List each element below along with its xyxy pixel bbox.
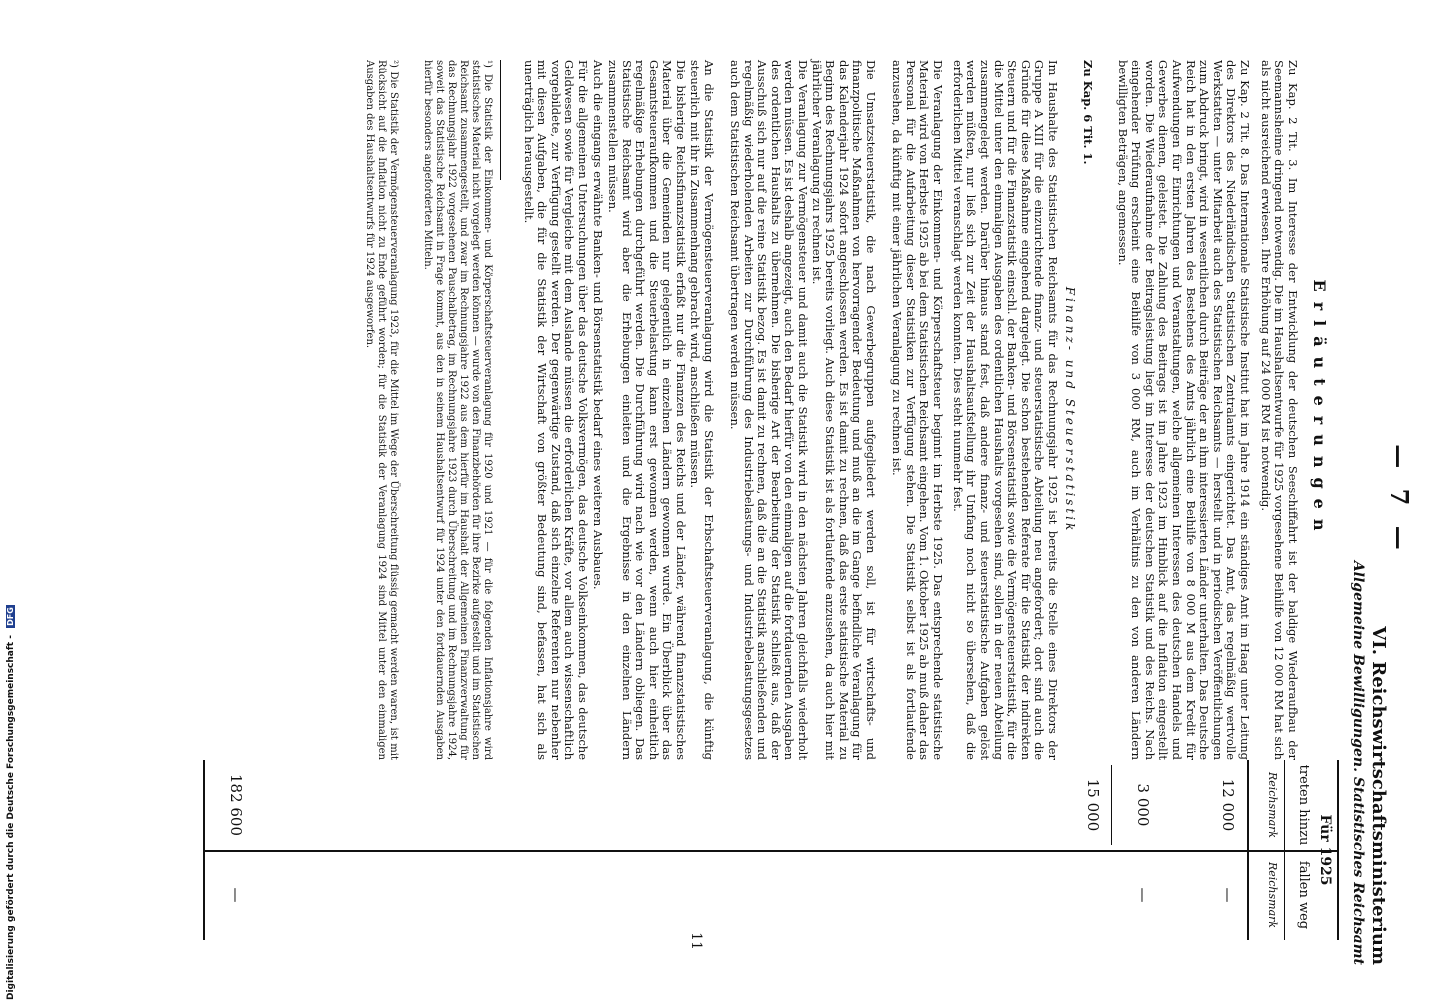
margin-number: 11 xyxy=(688,932,704,950)
paragraph-6: Die Umsatzsteuerstatistik, die nach Gewerbegruppen aufgegliedert werden soll, ist für wirtschafts- und finanzpolitische Maßnahmen von hervorragender Bedeutung und muß an die im Gange befindliche Veranlagung für das Kalenderjahr 1924 sofort angeschlossen werden. Es ist damit zu rechnen, daß das erste statistische Material zu Beginn des Rechnungsjahrs 1925 bereits vorliegt. Auch diese Statistik ist als fortlaufende anzusehen, da auch hier mit jährlicher Veranlagung zu rechnen ist. xyxy=(809,60,878,760)
column-added xyxy=(205,760,1337,852)
paragraph-8: An die Statistik der Vermögensteuerveranlagung wird die Statistik der Erbschaftsteuerveranlagung, die künftig steuerlich mit ihr in Zusammenhang gebracht wird, anschließen müssen. xyxy=(688,60,716,760)
paragraph-11: Für die allgemeinen Untersuchungen über das deutsche Volksvermögen, das deutsche Volkseinkommen, das deutsche Geldwesen sowie für Vergleiche mit dem Auslande müssen die erforderlichen Kräfte, vor allem auch wissenschaftlich vorgebildete, zur Verfügung gestellt werden. Der gegenwärtige Zustand, daß sich einzelne Referenten nur nebenher mit diesen Aufgaben, die für die Statistik der Wirtschaft von größter Bedeutung sind, befassen, hat sich als unerträglich herausgestellt. xyxy=(521,60,590,760)
value-cell: 182 600 xyxy=(227,773,245,837)
column-removed xyxy=(205,850,1337,940)
paragraph-4: Im Haushalte des Statistischen Reichsamts für das Rechnungsjahr 1925 ist bereits die Stelle eines Direktors der Gruppe A XIII für die einzurichtende finanz- und steuerstatistische Abteilung neu angefordert; dort sind auch die Gründe für diese Maßnahme eingehend dargelegt. Die schon bestehenden Referate für die Statistik der indirekten Steuern und für die Finanzstatistik einschl. der Banken- und Börsenstatistik sowie die Vermögensteuerstatistik, für die die Mittel unter den einmaligen Ausgaben des ordentlichen Haushalts vorgesehen sind, sollen in der neuen Abteilung zusammengelegt werden. Darüber hinaus stand fest, daß andere finanz- und steuerstatistische Aufgaben gelöst werden müßten, nur ließ sich zur Zeit der Haushaltsaufstellung ihr Umfang noch nicht so übersehen, daß die erforderlichen Mittel veranschlagt werden konnten. Dies steht nunmehr fest. xyxy=(950,60,1060,760)
dfg-logo: DFG xyxy=(6,607,15,626)
paragraph-9: Die bisherige Reichsfinanzstatistik erfaßt nur die Finanzen des Reichs und der Länder, während finanzstatistisches Material über die Gemeinden nur gelegentlich in einzelnen Ländern gewonnen wurde. Ein Überblick über das Gesamtsteueraufkommen und die Steuerbelastung kann erst gewonnen werden, wenn auch hier einheitlich regelmäßige Erhebungen durchgeführt werden. Die Durchführung wird nach wie vor den Ländern obliegen. Das Statistische Reichsamt wird aber die Erhebungen einleiten und die Ergebnisse in den einzelnen Ländern zusammenstellen müssen. xyxy=(606,60,688,760)
credit-text: Digitalisierung gefördert durch die Deutsche Forschungsgemeinschaft - xyxy=(6,635,16,1000)
paragraph-1: Zu Kap. 2 Tit. 3. Im Interesse der Entwicklung der deutschen Seeschiffahrt ist der baldige Wiederaufbau der Seemannsheime dringend notwendig. Die im Haushaltsentwurfe für 1925 vorgesehene Beihilfe von 12 000 RM hat sich als nicht ausreichend erwiesen. Ihre Erhöhung auf 24 000 RM ist notwendig. xyxy=(1258,60,1300,760)
year-header: Für 1925 xyxy=(1317,814,1333,886)
value-cell: — xyxy=(1134,887,1152,903)
value-cell: — xyxy=(1219,887,1237,903)
main-text xyxy=(207,60,1339,760)
value-cell: — xyxy=(227,887,245,903)
footnote-2: ²) Die Statistik der Vermögensteuerveranlagung 1923, für die Mittel im Wege der Überschreitung flüssig gemacht werden waren, ist mit Rücksicht auf die Inflation nicht zu Ende geführt worden; für die Statistik der Veranlagung 1924 sind Mittel unter den einmaligen Ausgaben des Haushaltsentwurfs für 1924 ausgeworfen. xyxy=(364,60,399,760)
page-number: — 7 — xyxy=(1385,444,1414,556)
header-divider xyxy=(1284,850,1285,940)
value-cell: 3 000 xyxy=(1134,783,1152,827)
subheading: Finanz- und Steuerstatistik xyxy=(1063,286,1077,534)
budget-table xyxy=(203,760,1339,940)
value-cell: 12 000 xyxy=(1219,778,1237,832)
unit-label-right: Reichsmark xyxy=(1266,861,1279,929)
paragraph-10: Auch die eingangs erwähnte Banken- und Börsenstatistik bedarf eines weiteren Ausbaues. xyxy=(591,60,605,590)
sum-rule xyxy=(1111,765,1112,845)
footnote-1: ¹) Die Statistik der Einkommen- und Körperschaftsteuerveranlagung für 1920 und 1921 — für die folgenden Inflationsjahre wird statistisches Material nicht vorgelegt werden können — wurde von den Finanzbehörden für ihre Bezirke aufgestellt und im Statistischen Reichsamt zusammengestellt, und zwar im Rechnungsjahre 1922 aus dem hierfür im Haushalt der Allgemeinen Finanzverwaltung für das Rechnungsjahr 1922 vorgesehenen Pauschalbetrag, im Rechnungsjahre 1923 durch Überschreitung und im Rechnungsjahre 1924, soweit das Statistische Reichsamt in Frage kommt, aus den in seinem Haushaltsentwurf für 1924 unter den fortdauernden Ausgaben hierfür besonders angeforderten Mitteln. xyxy=(422,60,493,760)
value-cell: 15 000 xyxy=(1084,778,1102,832)
department-title: Allgemeine Bewilligungen. Statistisches Reichsamt xyxy=(1350,560,1366,965)
paragraph-2: Zu Kap. 2 Tit. 8. Das Internationale Statistische Institut hat im Jahre 1914 ein ständiges Amt im Haag unter Leitung des Direktors des Niederländischen Statistischen Zentralamts eingerichtet. Das Amt, das regelmäßig wertvolle Werkstatten — unter Mitarbeit auch des Statistischen Reichsamts — herstellt und in periodischen Veröffentlichungen zum Abdruck bringt, wird in wesentlichen durch Beiträge der an ihm interessierten Länder unterhalten. Das Deutsche Reich hat in den ersten Jahren des Bestehens des Amts jährlich eine Beihilfe von 8 000 M aus dem Kredit für Aufwendungen für Einrichtungen und Veranstaltungen, welche allgemeinen Interessen des deutschen Handels und Gewerbes dienen, geleistet. Die Zahlung des Beitrags ist im Jahre 1923 im Hinblick auf die Inflation eingestellt worden. Die Wiederaufnahme der Beitragsleistung liegt im Interesse der deutschen Statistik und des Reichs. Nach eingehender Prüfung erscheint eine Beihilfe von 3 000 RM, auch im Verhältnis zu den von anderen Ländern bewilligten Beträgen, angemessen. xyxy=(1115,60,1252,760)
section-heading: Erläuterungen xyxy=(1310,279,1329,541)
unit-label-left: Reichsmark xyxy=(1266,771,1279,839)
footnote-rule xyxy=(500,60,501,180)
column-removed-header: fallen weg xyxy=(1296,860,1311,930)
ministry-title: VI. Reichswirtschaftsministerium xyxy=(1368,626,1389,965)
header-divider xyxy=(1284,760,1285,850)
paragraph-3: Zu Kap. 6 Tit. 1. xyxy=(1081,60,1095,165)
paragraph-5: Die Veranlagung der Einkommen- und Körperschaftsteuer beginnt im Herbste 1925. Das entsprechende statistische Material wird von Herbste 1925 ab bei dem Statistischen Reichsamt eingehen. Vom 1. Oktober 1925 ab muß daher das Personal für die Aufarbeitung dieser Statistiken zur Verfügung stehen. Die Statistik selbst ist als fortlaufende anzusehen, da künftig mit einer jährlichen Veranlagung zu rechnen ist. xyxy=(890,60,945,760)
column-added-header: treten hinzu xyxy=(1296,764,1311,846)
digitization-credit xyxy=(6,605,16,1000)
paragraph-7: Die Veranlagung zur Vermögensteuer und damit auch die Statistik wird in den nächsten Jahren gleichfalls wiederholt werden müssen. Es ist deshalb angezeigt, auch den Bedarf hierfür von den einmaligen auf die fortdauernden Ausgaben des ordentlichen Haushalts zu übernehmen. Die bisherige Art der Bearbeitung der Statistik schließt aus, daß der Ausschuß sich nur auf die reine Statistik bezog. Es ist damit zu rechnen, daß die an die Statistik anschließenden und regelmäßig wiederholenden Arbeiten zur Durchführung des Industriebelastungs- und Industriebelastungsgesetzes auch dem Statistischen Reichsamt übertragen werden müssen. xyxy=(728,60,810,760)
